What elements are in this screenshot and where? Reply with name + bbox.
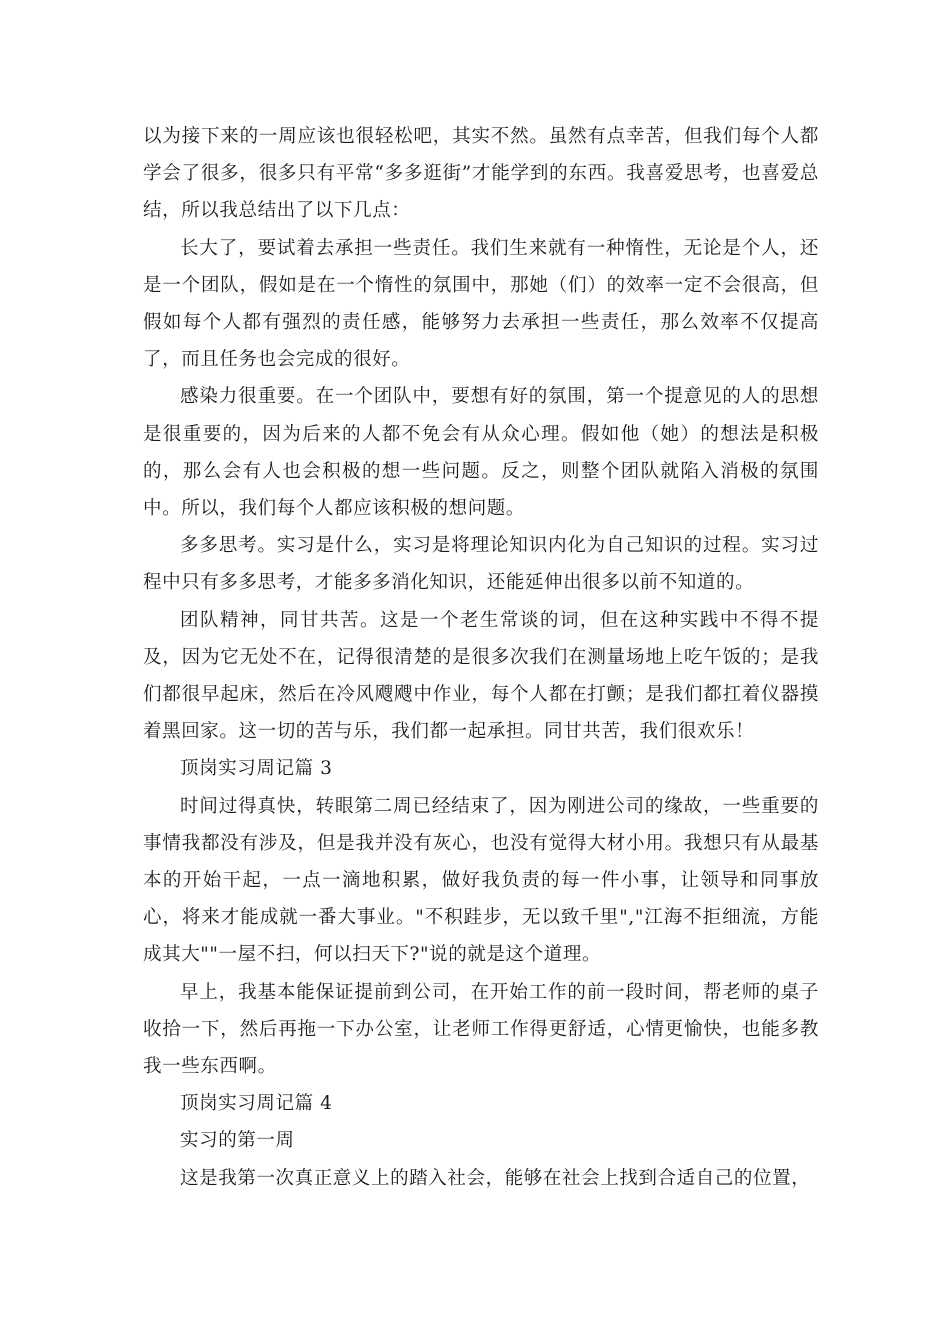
body-paragraph: 感染力很重要。在一个团队中，要想有好的氛围，第一个提意见的人的思想是很重要的，因为后来的人都不免会有从众心理。假如他（她）的想法是积极的，那么会有人也会积极的想一些问题。反之，则整个团队就陷入消极的氛围中。所以，我们每个人都应该积极的想问题。 — [143, 386, 819, 520]
document-page — [143, 118, 819, 1197]
section-heading: 顶岗实习周记篇 3 — [180, 758, 333, 780]
body-paragraph: 以为接下来的一周应该也很轻松吧，其实不然。虽然有点幸苦，但我们每个人都学会了很多，很多只有平常“多多逛街”才能学到的东西。我喜爱思考，也喜爱总结，所以我总结出了以下几点： — [143, 126, 819, 222]
body-paragraph: 早上，我基本能保证提前到公司，在开始工作的前一段时间，帮老师的桌子收拾一下，然后再拖一下办公室，让老师工作得更舒适，心情更愉快，也能多教我一些东西啊。 — [143, 981, 819, 1078]
body-paragraph: 这是我第一次真正意义上的踏入社会，能够在社会上找到合适自己的位置， — [180, 1167, 811, 1189]
section-heading: 顶岗实习周记篇 4 — [180, 1093, 333, 1115]
body-paragraph: 多多思考。实习是什么，实习是将理论知识内化为自己知识的过程。实习过程中只有多多思考，才能多多消化知识，还能延伸出很多以前不知道的。 — [143, 535, 819, 594]
body-paragraph: 时间过得真快，转眼第二周已经结束了，因为刚进公司的缘故，一些重要的事情我都没有涉及，但是我并没有灰心，也没有觉得大材小用。我想只有从最基本的开始干起，一点一滴地积累，做好我负责的每一件小事，让领导和同事放心，将来才能成就一番大事业。"不积跬步，无以致千里","江海不拒细流，方能成其大""一屋不扫，何以扫天下?"说的就是这个道理。 — [143, 795, 819, 966]
body-paragraph: 团队精神，同甘共苦。这是一个老生常谈的词，但在这种实践中不得不提及，因为它无处不在，记得很清楚的是很多次我们在测量场地上吃午饭的；是我们都很早起床，然后在冷风飕飕中作业，每个人都在打颤；是我们都扛着仪器摸着黑回家。这一切的苦与乐，我们都一起承担。同甘共苦，我们很欢乐！ — [143, 609, 819, 743]
sub-heading: 实习的第一周 — [180, 1130, 295, 1152]
body-paragraph: 长大了，要试着去承担一些责任。我们生来就有一种惰性，无论是个人，还是一个团队，假如是在一个惰性的氛围中，那她（们）的效率一定不会很高，但假如每个人都有强烈的责任感，能够努力去承担一些责任，那么效率不仅提高了，而且任务也会完成的很好。 — [143, 237, 819, 371]
